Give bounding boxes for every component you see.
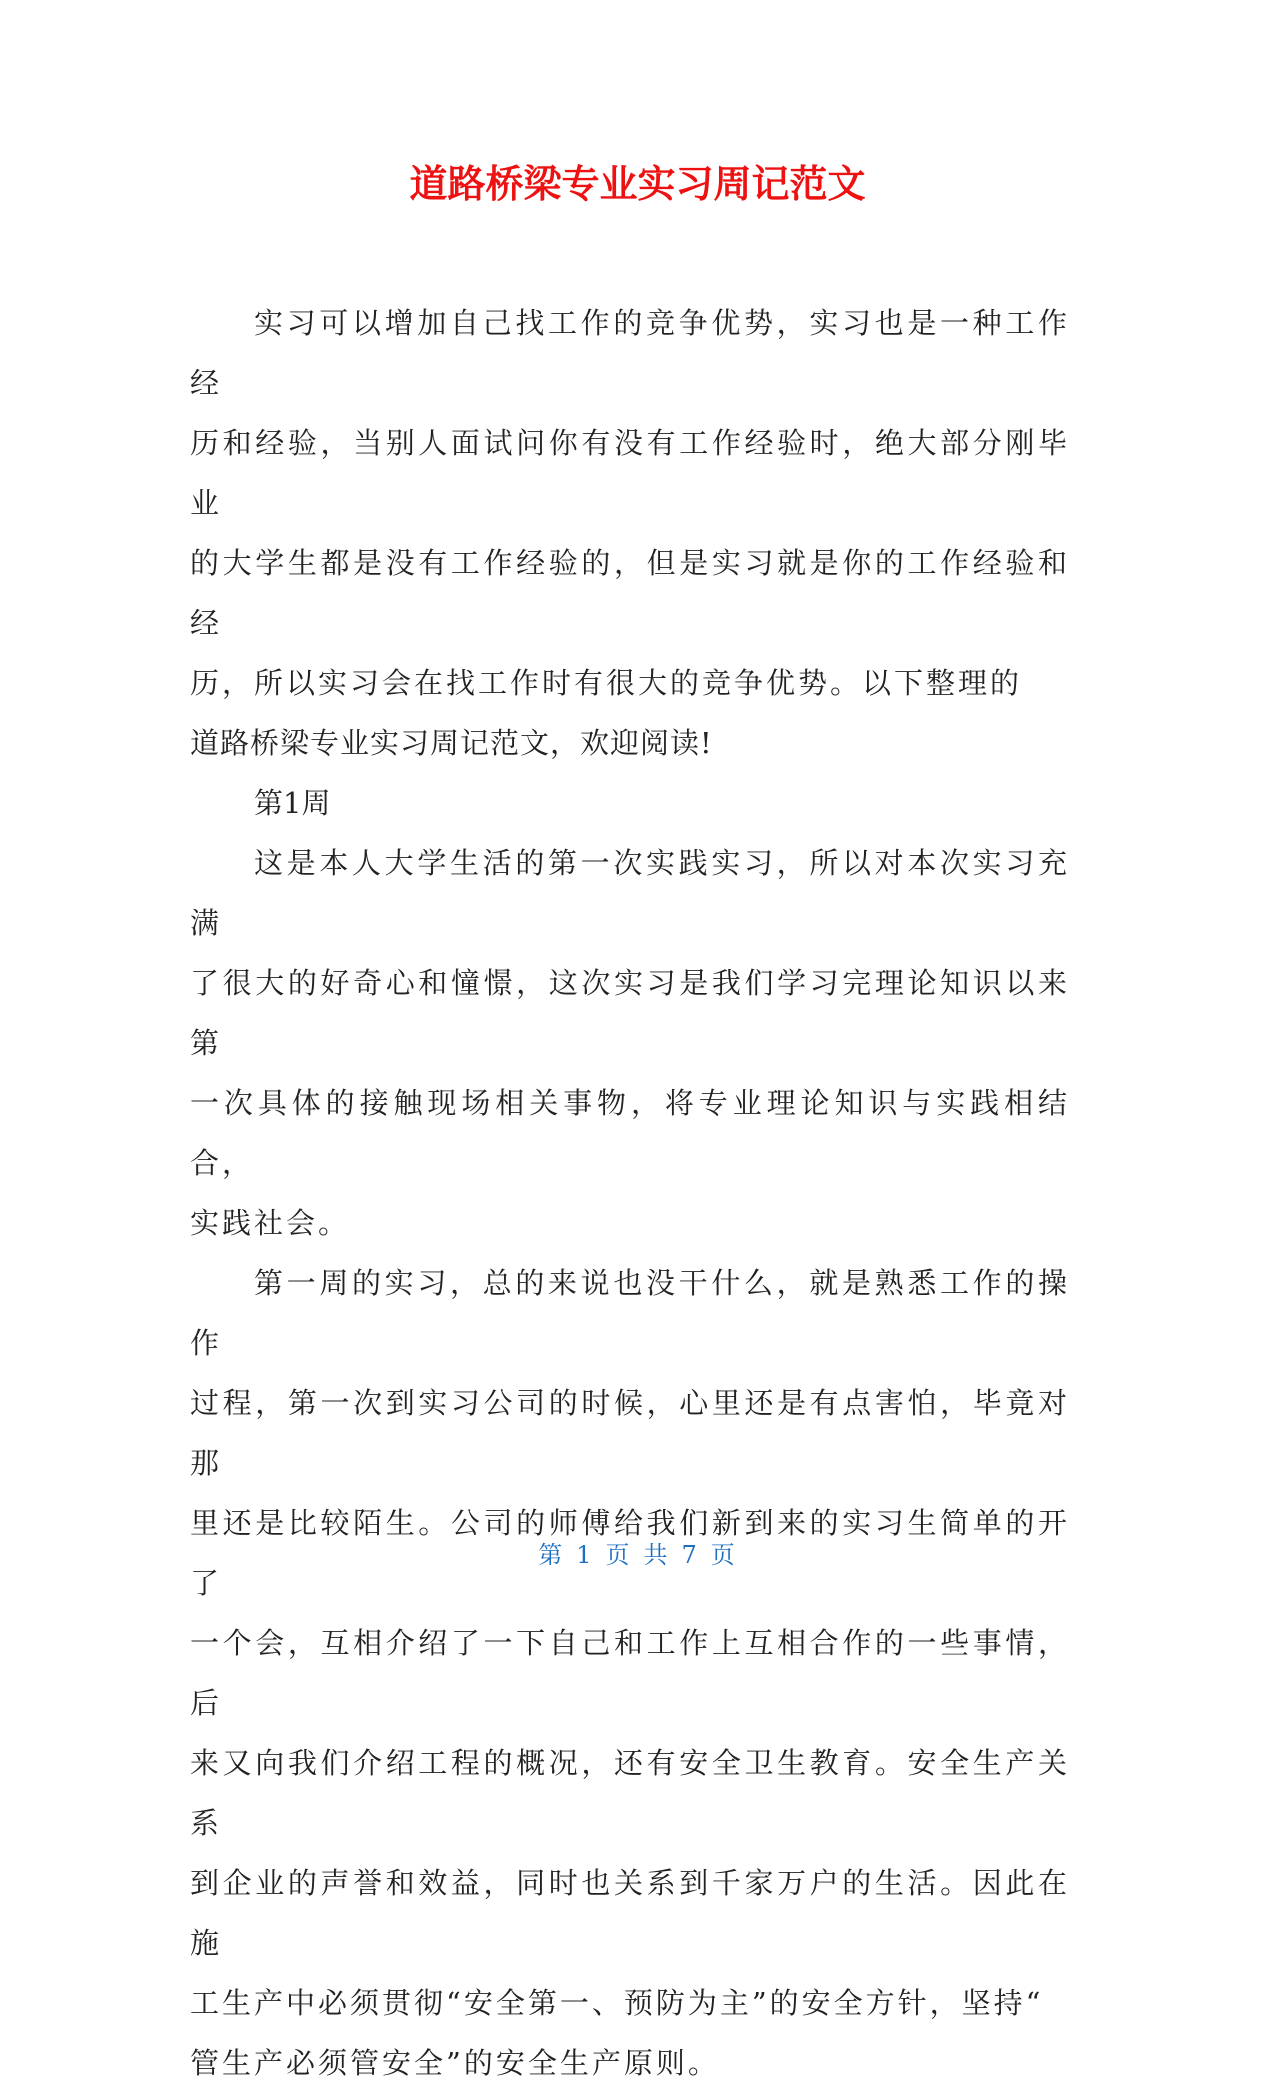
para2-line-1: 第一周的实习，总的来说也没干什么，就是熟悉工作的操作	[190, 1266, 1070, 1360]
intro-line-4: 历，所以实习会在找工作时有很大的竞争优势。以下整理的	[190, 666, 1023, 700]
intro-line-3: 的大学生都是没有工作经验的，但是实习就是你的工作经验和经	[190, 546, 1070, 640]
para1-line-1: 这是本人大学生活的第一次实践实习，所以对本次实习充满	[190, 846, 1070, 940]
footer-label-di: 第	[538, 1541, 565, 1569]
footer-current-page: 1	[576, 1541, 594, 1569]
para2-line-6: 到企业的声誉和效益，同时也关系到千家万户的生活。因此在施	[190, 1866, 1070, 1960]
page-footer	[0, 1540, 1275, 1570]
intro-paragraph	[190, 293, 1070, 773]
para2-line-7: 工生产中必须贯彻“安全第一、预防为主”的安全方针，坚持“	[190, 1986, 1044, 2020]
page-title: 道路桥梁专业实习周记范文	[409, 162, 866, 206]
document-body	[190, 293, 1070, 2093]
week-heading: 第1周	[254, 786, 331, 820]
footer-label-gong: 共	[643, 1541, 670, 1569]
intro-line-1: 实习可以增加自己找工作的竞争优势，实习也是一种工作经	[190, 306, 1070, 400]
para2-line-3: 里还是比较陌生。公司的师傅给我们新到来的实习生简单的开了	[190, 1506, 1070, 1600]
intro-line-5: 道路桥梁专业实习周记范文，欢迎阅读!	[190, 726, 713, 760]
para2-line-2: 过程，第一次到实习公司的时候，心里还是有点害怕，毕竟对那	[190, 1386, 1070, 1480]
paragraph-2	[190, 1253, 1070, 2093]
para1-line-3: 一次具体的接触现场相关事物，将专业理论知识与实践相结合，	[190, 1086, 1070, 1180]
footer-total-pages: 7	[681, 1541, 699, 1569]
para2-line-5: 来又向我们介绍工程的概况，还有安全卫生教育。安全生产关系	[190, 1746, 1070, 1840]
para2-line-4: 一个会，互相介绍了一下自己和工作上互相合作的一些事情，后	[190, 1626, 1070, 1720]
paragraph-1	[190, 833, 1070, 1253]
para1-line-4: 实践社会。	[190, 1206, 351, 1240]
para1-line-2: 了很大的好奇心和憧憬，这次实习是我们学习完理论知识以来第	[190, 966, 1070, 1060]
footer-label-ye-2: 页	[710, 1541, 737, 1569]
intro-line-2: 历和经验，当别人面试问你有没有工作经验时，绝大部分刚毕业	[190, 426, 1070, 520]
footer-label-ye: 页	[605, 1541, 632, 1569]
para2-line-8: 管生产必须管安全”的安全生产原则。	[190, 2046, 720, 2080]
